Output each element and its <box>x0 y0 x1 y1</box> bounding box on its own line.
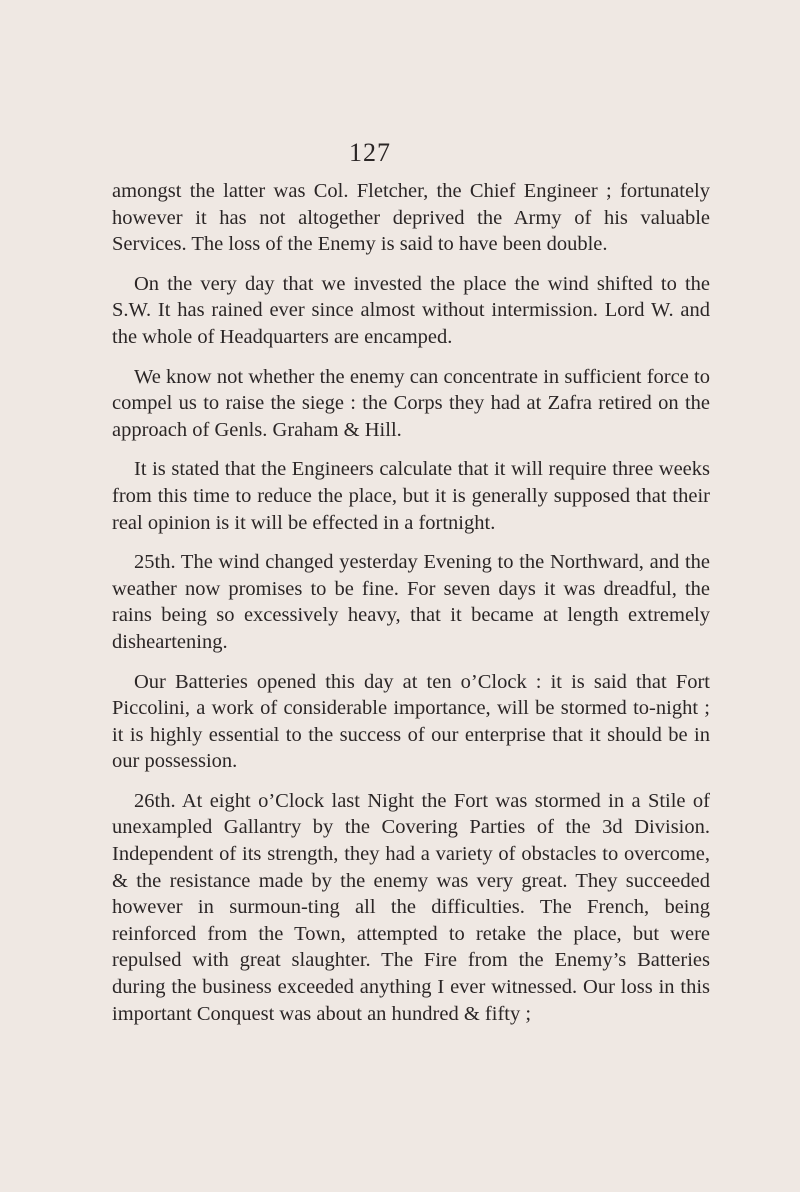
paragraph: On the very day that we invested the place the wind shifted to the S.W. It has rained ever since almost without intermission. Lord W. and the whole of Headquarters are encamped. <box>112 272 710 348</box>
paragraph: 25th. The wind changed yesterday Evening to the Northward, and the weather now promises to be fine. For seven days it was dreadful, the rains being so excessively heavy, that it became at length extremely disheartening. <box>112 551 710 653</box>
paragraph: amongst the latter was Col. Fletcher, the Chief Engineer ; fortunately however it has not altogether deprived the Army of his valuable Services. The loss of the Enemy is said to have been double. <box>112 180 710 256</box>
body-text <box>112 178 710 1040</box>
paragraph: Our Batteries opened this day at ten o’Clock : it is said that Fort Piccolini, a work of considerable importance, will be stormed to-night ; it is highly essential to the success of our enterprise that it should be in our possession. <box>112 670 710 773</box>
paragraph: We know not whether the enemy can concentrate in sufficient force to compel us to raise the siege : the Corps they had at Zafra retired on the approach of Genls. Graham & Hill. <box>112 365 710 441</box>
page-number: 127 <box>349 138 391 167</box>
paragraph: It is stated that the Engineers calculate that it will require three weeks from this time to reduce the place, but it is generally supposed that their real opinion is it will be effected in a fortnight. <box>112 458 710 534</box>
paragraph: 26th. At eight o’Clock last Night the Fort was stormed in a Stile of unexampled Gallantry by the Covering Parties of the 3d Division. Independent of its strength, they had a variety of obstacles to overcome, & the resistance made by the enemy was very great. They succeeded however in surmoun-ting all the difficulties. The French, being reinforced from the Town, attempted to retake the place, but were repulsed with great slaughter. The Fire from the Enemy’s Batteries during the business exceeded anything I ever witnessed. Our loss in this important Conquest was about an hundred & fifty ; <box>112 789 710 1025</box>
